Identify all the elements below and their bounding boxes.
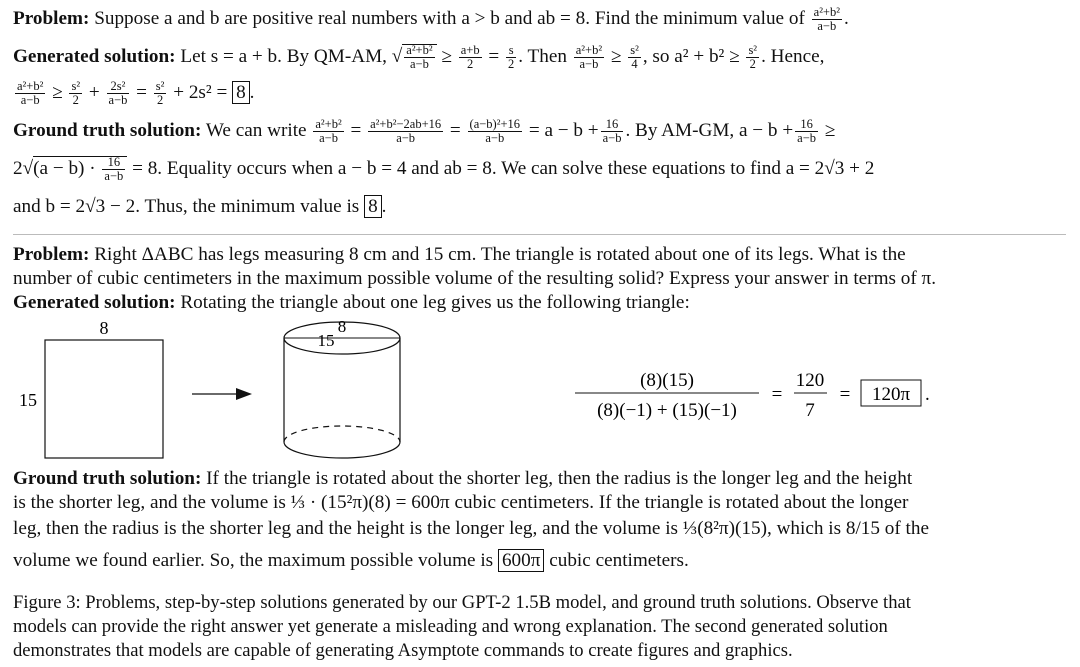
problem-label: Problem:: [13, 244, 90, 265]
problem-label: Problem:: [13, 8, 90, 30]
equals-sign-2: =: [839, 384, 851, 405]
ground-truth-label: Ground truth solution:: [13, 120, 202, 142]
square-side-label: 15: [19, 390, 37, 410]
example2-problem-line1: [13, 244, 906, 266]
example2-generated-line: [13, 292, 690, 314]
problem-text: Suppose a and b are positive real numbers with a > b and ab = 8. Find the minimum value of: [94, 8, 805, 30]
eq-symbol: =: [488, 46, 500, 68]
square-shape: [45, 340, 163, 458]
problem-text-2: number of cubic centimeters in the maximum possible volume of the resulting solid? Express your answer in terms of π.: [13, 268, 937, 289]
generated-text: Let s = a + b. By QM-AM,: [180, 46, 387, 68]
problem-text: Right ΔABC has legs measuring 8 cm and 15 cm. The triangle is rotated about one of its legs. What is the: [94, 244, 906, 265]
cylinder-label-15: 15: [317, 331, 335, 350]
example2-problem-line2: [13, 268, 936, 290]
example2-ground-truth-line2: [13, 492, 908, 514]
example2-ground-truth-line1: [13, 468, 912, 490]
hence-text: . Hence,: [761, 46, 825, 68]
gt-conclusion-text: and b = 2√3 − 2. Thus, the minimum value is: [13, 196, 360, 217]
example1-ground-truth-line1: Ground truth solution: We can write $\frac{\text{a²+b²}}{a-b}$ = $\frac{\text{a²+b²−2ab+16}}{a-b}$ = $\frac{\text{(a−b)²+16}}{a-b}$ = a − b + $\frac{16}{a-b}$ . By AM-GM, a − b + $\frac{16}{a-b}$ ≥: [13, 117, 836, 146]
generated-answer-box: 8: [232, 81, 250, 104]
ground-truth-answer-box: 8: [364, 195, 382, 218]
generated-text: Rotating the triangle about one leg gives us the following triangle:: [180, 292, 690, 313]
equation-denominator-2: 7: [805, 400, 815, 421]
figure-caption-line2: models can provide the right answer yet generate a misleading and wrong explanation. The second generated solution: [13, 616, 888, 637]
equation-denominator: (8)(−1) + (15)(−1): [597, 400, 737, 421]
gt-equality-text: = 8. Equality occurs when a − b = 4 and ab = 8. We can solve these equations to find a = 2√3 + 2: [132, 158, 875, 180]
example1-ground-truth-line3: and b = 2√3 − 2. Thus, the minimum value is 8 .: [13, 196, 387, 217]
ground-truth-text-4: volume we found earlier. So, the maximum possible volume is: [13, 550, 494, 571]
example1-generated-line1: Generated solution: Let s = a + b. By QM-AM, √ $\frac{\text{a²+b²}}{a-b}$ ≥ $\frac{a+b}{2}$ = $\frac{s}{2}$ . Then $\frac{\text{a²+b²}}{a-b}$ ≥ $\frac{\text{s²}}{4}$ , so a² + b² ≥ $\frac{\text{s²}}{2}$ . Hence,: [13, 43, 825, 72]
figure-caption-line1: Figure 3: Problems, step-by-step solutions generated by our GPT-2 1.5B model, and ground truth solutions. Observe that: [13, 592, 911, 613]
generated-label: Generated solution:: [13, 292, 176, 313]
equation-period: .: [925, 384, 930, 405]
gt-two: 2: [13, 158, 23, 180]
ground-truth-label: Ground truth solution:: [13, 468, 202, 489]
cylinder-bottom-back: [284, 426, 400, 442]
example1-ground-truth-line2: 2√(a − b) · $\frac{16}{a-b}$ = 8. Equality occurs when a − b = 4 and ab = 8. We can solve these equations to find a = 2√3 + 2: [13, 155, 875, 184]
gt-eq-text: = a − b +: [528, 120, 599, 142]
example2-ground-truth-line4: [13, 550, 689, 572]
generated-label: Generated solution:: [13, 46, 176, 68]
then-text: . Then: [518, 46, 567, 68]
square-top-label: 8: [99, 318, 109, 338]
example2-ground-truth-line3: [13, 518, 929, 540]
equation-numerator-2: 120: [795, 370, 825, 391]
objective-fraction: $\frac{\text{a²+b²}}{a-b}$: [813, 5, 840, 34]
gt-amgm-text: . By AM-GM, a − b +: [625, 120, 794, 142]
ground-truth-text-2: is the shorter leg, and the volume is ⅓ · (15²π)(8) = 600π cubic centimeters. If the triangle is rotated about the longer: [13, 492, 909, 513]
section-divider: [13, 234, 1066, 235]
ground-truth-text: We can write: [205, 120, 307, 142]
ground-truth-text-3: leg, then the radius is the shorter leg and the height is the longer leg, and the volume is ⅓(8²π)(15), which is 8/15 of the: [13, 518, 929, 539]
cylinder-bottom-front: [284, 442, 400, 458]
equation-numerator: (8)(15): [640, 370, 694, 391]
cylinder-label-8: 8: [337, 317, 347, 336]
ground-truth-text-end: cubic centimeters.: [549, 550, 689, 571]
example1-problem-line: Problem: Suppose a and b are positive real numbers with a > b and ab = 8. Find the minimum value of $\frac{\text{a²+b²}}{a-b}$ .: [13, 5, 849, 34]
generated-figure: [0, 314, 1080, 464]
figure-caption-line3: demonstrates that models are capable of generating Asymptote commands to create figures and graphics.: [13, 640, 793, 661]
ground-truth-text-1: If the triangle is rotated about the shorter leg, then the radius is the longer leg and the height: [206, 468, 913, 489]
example1-generated-line2: $\frac{\text{a²+b²}}{a-b}$ ≥ $\frac{\text{s²}}{2}$ + $\frac{\text{2s²}}{a-b}$ = $\frac{\text{s²}}{2}$ + 2s² = 8 .: [17, 79, 255, 108]
arrow-head-icon: [236, 388, 252, 400]
equation-answer: 120π: [871, 384, 911, 405]
so-text: , so a² + b² ≥: [642, 46, 740, 68]
equals-sign-1: =: [771, 384, 783, 405]
geq-symbol: ≥: [441, 46, 452, 68]
ground-truth-answer-box: 600π: [498, 549, 544, 572]
